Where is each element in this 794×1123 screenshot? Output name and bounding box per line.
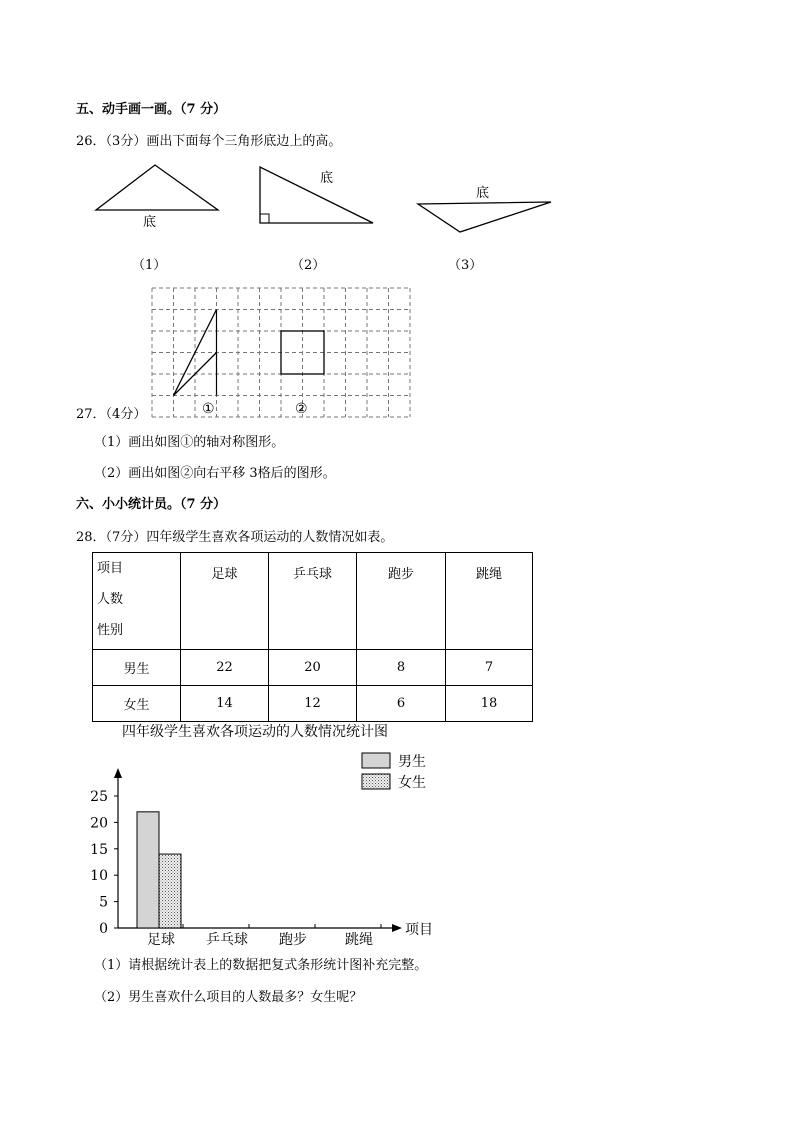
- q28-sub1: （1）请根据统计表上的数据把复式条形统计图补充完整。: [94, 958, 428, 973]
- table-cell: 6: [357, 686, 446, 722]
- legend-swatch-boys: [362, 753, 390, 768]
- header-count: 人数: [97, 592, 124, 607]
- y-tick-label: 0: [99, 921, 108, 937]
- q28-prompt: 28．（7分）四年级学生喜欢各项运动的人数情况如表。: [76, 530, 394, 545]
- q27-prompt: 27．（4分）: [76, 407, 147, 422]
- figure-2-label: ②: [295, 401, 308, 417]
- y-tick-label: 5: [99, 894, 108, 911]
- y-tick-label: 20: [90, 815, 108, 832]
- table-cell: 12: [269, 686, 357, 722]
- column-header: 乒乓球: [269, 553, 357, 650]
- q26-prompt: 26．（3分）画出下面每个三角形底边上的高。: [76, 134, 342, 149]
- x-tick-label: 乒乓球: [206, 932, 248, 948]
- y-tick-label: 15: [90, 841, 108, 858]
- x-tick-label: 跑步: [279, 932, 307, 948]
- table-cell: 20: [269, 650, 357, 686]
- row-label: 男生: [93, 650, 181, 686]
- legend-label-boys: 男生: [398, 754, 426, 770]
- bar-girls-0: [159, 854, 181, 928]
- bar-boys-0: [137, 812, 159, 928]
- q28-sub2: （2）男生喜欢什么项目的人数最多？女生呢？: [94, 990, 363, 1005]
- legend-label-girls: 女生: [398, 775, 426, 791]
- x-tick-label: 跳绳: [345, 932, 373, 948]
- x-tick-label: 足球: [147, 932, 175, 948]
- column-header: 跳绳: [446, 553, 533, 650]
- x-axis-label: 项目: [405, 922, 433, 938]
- x-axis-arrow: [392, 924, 402, 932]
- y-tick-label: 10: [90, 868, 108, 885]
- triangle-3-label: （3）: [448, 258, 483, 273]
- column-header: 足球: [181, 553, 269, 650]
- table-cell: 22: [181, 650, 269, 686]
- section-5-heading: 五、动手画一画。（7 分）: [76, 102, 227, 117]
- y-axis-arrow: [114, 768, 122, 778]
- q27-sub1: （1）画出如图①的轴对称图形。: [94, 435, 285, 450]
- header-item: 项目: [97, 561, 124, 576]
- table-cell: 7: [446, 650, 533, 686]
- table-cell: 8: [357, 650, 446, 686]
- section-6-heading: 六、小小统计员。（7 分）: [76, 497, 227, 512]
- triangle-2-label: （2）: [291, 258, 326, 273]
- table-cell: 18: [446, 686, 533, 722]
- header-gender: 性别: [97, 623, 124, 638]
- y-tick-label: 25: [90, 789, 108, 805]
- figure-1-label: ①: [202, 401, 215, 417]
- chart-legend: [362, 753, 426, 791]
- chart-title: 四年级学生喜欢各项运动的人数情况统计图: [122, 724, 388, 740]
- triangle-1-label: （1）: [132, 258, 167, 273]
- triangle-2-base-label: 底: [320, 171, 334, 186]
- row-label: 女生: [93, 686, 181, 722]
- triangle-1-base-label: 底: [143, 215, 157, 230]
- column-header: 跑步: [357, 553, 446, 650]
- q27-sub2: （2）画出如图②向右平移 3格后的图形。: [94, 466, 336, 481]
- legend-swatch-girls: [362, 774, 390, 789]
- triangle-3-base-label: 底: [476, 186, 490, 201]
- table-cell: 14: [181, 686, 269, 722]
